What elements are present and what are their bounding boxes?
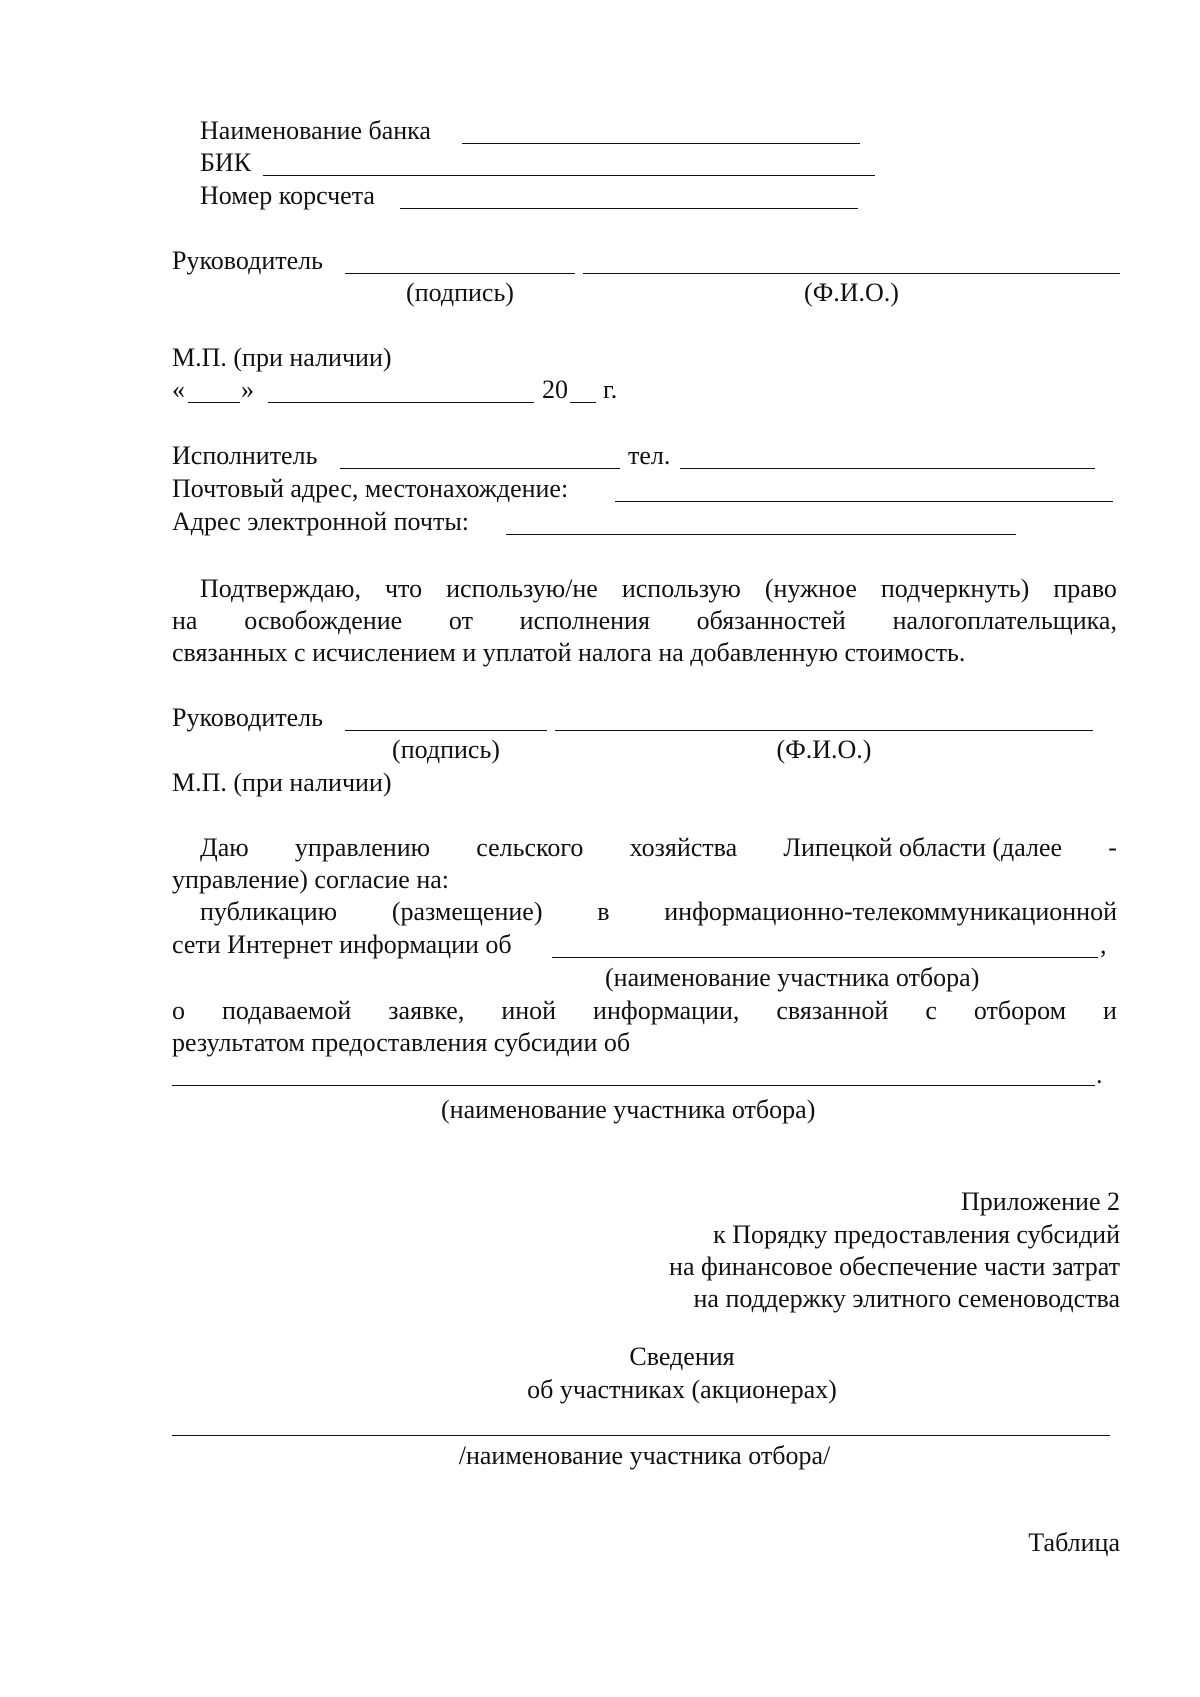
- postal-address-blank: [615, 501, 1113, 502]
- email-blank: [506, 534, 1016, 535]
- date-day-blank: [188, 402, 240, 403]
- corr-account-blank: [400, 208, 858, 209]
- head-name-blank-2: [555, 730, 1093, 731]
- participant-name-blank-3: [172, 1435, 1110, 1436]
- appendix-line: на финансовое обеспечение части затрат: [669, 1252, 1120, 1281]
- consent-paragraph: [172, 832, 1117, 928]
- seal-label-2: М.П. (при наличии): [172, 768, 392, 797]
- bank-name-blank: [462, 143, 860, 144]
- participant-caption-2: (наименование участника отбора): [441, 1095, 816, 1124]
- participant-name-blank-2: [172, 1085, 1095, 1086]
- participant-caption: (наименование участника отбора): [605, 963, 980, 992]
- table-label: Таблица: [1028, 1528, 1120, 1557]
- signature-caption: (подпись): [406, 278, 514, 307]
- participant-caption-3: /наименование участника отбора/: [458, 1441, 831, 1470]
- bik-label: БИК: [200, 148, 252, 177]
- consent-line: публикацию (размещение) в информационно-телекоммуникационной: [200, 897, 1117, 926]
- head-name-blank: [583, 273, 1120, 274]
- head-label: Руководитель: [172, 246, 323, 275]
- head-signature-blank: [345, 273, 575, 274]
- consent-line: Даю управлению сельского хозяйства Липецкой области (далее -: [200, 833, 1117, 862]
- executor-blank: [340, 468, 620, 469]
- bik-blank: [263, 175, 875, 176]
- year-blank: [570, 402, 596, 403]
- seal-label: М.П. (при наличии): [172, 343, 392, 372]
- executor-label: Исполнитель: [172, 441, 318, 470]
- vat-line: на освобождение от исполнения обязанностей налогоплательщика,: [172, 606, 1117, 635]
- date-month-blank: [268, 402, 534, 403]
- date-open-quote: «: [172, 375, 185, 404]
- info-subtitle: об участниках (акционерах): [527, 1375, 837, 1404]
- vat-paragraph: [172, 573, 1117, 669]
- year-suffix: г.: [603, 375, 618, 404]
- consent-line: результатом предоставления субсидии об: [172, 1028, 631, 1057]
- vat-line: Подтверждаю, что использую/не использую (нужное подчеркнуть) право: [200, 574, 1117, 603]
- info-title: Сведения: [629, 1342, 735, 1371]
- appendix-line: Приложение 2: [960, 1187, 1120, 1216]
- participant-name-blank: [552, 957, 1098, 958]
- consent-internet-prefix: сети Интернет информации об: [172, 930, 512, 959]
- consent-comma: ,: [1100, 930, 1107, 959]
- head-label-2: Руководитель: [172, 703, 323, 732]
- appendix-line: на поддержку элитного семеноводства: [693, 1284, 1120, 1313]
- name-caption: (Ф.И.О.): [804, 278, 899, 307]
- email-label: Адрес электронной почты:: [172, 507, 470, 536]
- head-signature-blank-2: [345, 730, 547, 731]
- consent-paragraph-2: [172, 995, 1117, 1059]
- vat-line: связанных с исчислением и уплатой налога на добавленную стоимость.: [172, 638, 966, 667]
- date-close-quote: »: [241, 375, 254, 404]
- consent-period: .: [1096, 1060, 1103, 1089]
- year-prefix: 20: [542, 375, 568, 404]
- corr-account-label: Номер корсчета: [200, 181, 375, 210]
- consent-line: о подаваемой заявке, иной информации, связанной с отбором и: [172, 996, 1117, 1025]
- consent-line: управление) согласие на:: [172, 865, 449, 894]
- postal-address-label: Почтовый адрес, местонахождение:: [172, 474, 569, 503]
- name-caption-2: (Ф.И.О.): [776, 735, 872, 764]
- signature-caption-2: (подпись): [392, 735, 500, 764]
- phone-label: тел.: [628, 441, 671, 470]
- phone-blank: [680, 468, 1095, 469]
- appendix-line: к Порядку предоставления субсидий: [713, 1220, 1120, 1249]
- bank-name-label: Наименование банка: [200, 116, 431, 145]
